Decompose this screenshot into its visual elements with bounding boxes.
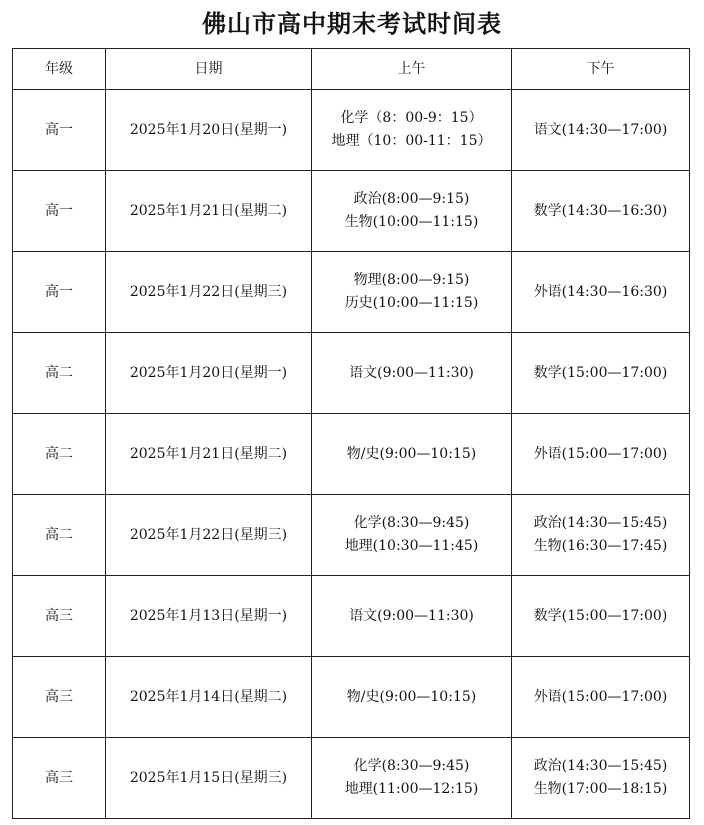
afternoon-exam-slot: 外语(15:00—17:00) xyxy=(533,445,668,462)
grade-cell: 高一 xyxy=(13,171,106,252)
afternoon-cell xyxy=(512,576,690,657)
morning-exam-slot: 物/史(9:00—10:15) xyxy=(346,445,477,462)
morning-cell xyxy=(312,90,512,171)
morning-exam-slot: 地理（10：00-11：15） xyxy=(331,133,492,149)
morning-cell xyxy=(312,738,512,819)
afternoon-exam-slot: 外语(14:30—16:30) xyxy=(533,283,668,300)
date-cell: 2025年1月14日(星期二) xyxy=(106,657,312,738)
afternoon-cell xyxy=(512,657,690,738)
date-cell: 2025年1月22日(星期三) xyxy=(106,495,312,576)
table-row xyxy=(13,171,690,252)
afternoon-exam-slot: 外语(15:00—17:00) xyxy=(533,688,668,705)
date-cell: 2025年1月15日(星期三) xyxy=(106,738,312,819)
header-grade: 年级 xyxy=(13,49,106,90)
morning-cell xyxy=(312,171,512,252)
table-row xyxy=(13,738,690,819)
afternoon-exam-slot: 数学(15:00—17:00) xyxy=(533,364,668,381)
afternoon-exam-slot: 数学(14:30—16:30) xyxy=(533,202,668,219)
morning-exam-slot: 地理(10:30—11:45) xyxy=(344,538,479,554)
afternoon-exam-slot: 政治(14:30—15:45) xyxy=(533,758,668,774)
grade-cell: 高三 xyxy=(13,657,106,738)
table-row xyxy=(13,90,690,171)
grade-cell: 高三 xyxy=(13,576,106,657)
date-cell: 2025年1月21日(星期二) xyxy=(106,171,312,252)
grade-cell: 高一 xyxy=(13,90,106,171)
morning-exam-slot: 化学(8:30—9:45) xyxy=(353,515,470,531)
morning-exam-slot: 化学(8:30—9:45) xyxy=(353,758,470,774)
grade-cell: 高一 xyxy=(13,252,106,333)
morning-exam-slot: 生物(10:00—11:15) xyxy=(344,214,479,230)
morning-exam-slot: 地理(11:00—12:15) xyxy=(344,781,479,797)
table-row xyxy=(13,657,690,738)
page-title: 佛山市高中期末考试时间表 xyxy=(202,10,502,38)
morning-cell xyxy=(312,657,512,738)
date-cell: 2025年1月13日(星期一) xyxy=(106,576,312,657)
morning-cell xyxy=(312,333,512,414)
afternoon-exam-slot: 生物(17:00—18:15) xyxy=(533,781,668,797)
grade-cell: 高二 xyxy=(13,495,106,576)
header-row xyxy=(13,49,690,90)
morning-exam-slot: 物理(8:00—9:15) xyxy=(353,272,470,288)
date-cell: 2025年1月20日(星期一) xyxy=(106,333,312,414)
afternoon-cell xyxy=(512,414,690,495)
afternoon-cell xyxy=(512,495,690,576)
afternoon-exam-slot: 语文(14:30—17:00) xyxy=(533,121,668,138)
grade-cell: 高二 xyxy=(13,333,106,414)
afternoon-cell xyxy=(512,738,690,819)
date-cell: 2025年1月21日(星期二) xyxy=(106,414,312,495)
morning-cell xyxy=(312,495,512,576)
morning-exam-slot: 政治(8:00—9:15) xyxy=(353,191,470,207)
afternoon-exam-slot: 数学(15:00—17:00) xyxy=(533,607,668,624)
header-afternoon: 下午 xyxy=(512,49,690,90)
table-row xyxy=(13,252,690,333)
afternoon-cell xyxy=(512,252,690,333)
afternoon-exam-slot: 生物(16:30—17:45) xyxy=(533,538,668,554)
morning-exam-slot: 化学（8：00-9：15） xyxy=(340,110,483,126)
table-row xyxy=(13,576,690,657)
afternoon-exam-slot: 政治(14:30—15:45) xyxy=(533,515,668,531)
table-row xyxy=(13,414,690,495)
morning-cell xyxy=(312,414,512,495)
morning-exam-slot: 语文(9:00—11:30) xyxy=(349,607,474,624)
grade-cell: 高三 xyxy=(13,738,106,819)
morning-cell xyxy=(312,252,512,333)
afternoon-cell xyxy=(512,333,690,414)
morning-exam-slot: 历史(10:00—11:15) xyxy=(344,295,479,311)
morning-exam-slot: 物/史(9:00—10:15) xyxy=(346,688,477,705)
header-date: 日期 xyxy=(106,49,312,90)
afternoon-cell xyxy=(512,90,690,171)
schedule-body xyxy=(13,90,690,819)
table-row xyxy=(13,333,690,414)
exam-schedule-table xyxy=(12,48,690,819)
morning-cell xyxy=(312,576,512,657)
date-cell: 2025年1月20日(星期一) xyxy=(106,90,312,171)
grade-cell: 高二 xyxy=(13,414,106,495)
date-cell: 2025年1月22日(星期三) xyxy=(106,252,312,333)
morning-exam-slot: 语文(9:00—11:30) xyxy=(349,364,474,381)
table-row xyxy=(13,495,690,576)
afternoon-cell xyxy=(512,171,690,252)
header-morning: 上午 xyxy=(312,49,512,90)
